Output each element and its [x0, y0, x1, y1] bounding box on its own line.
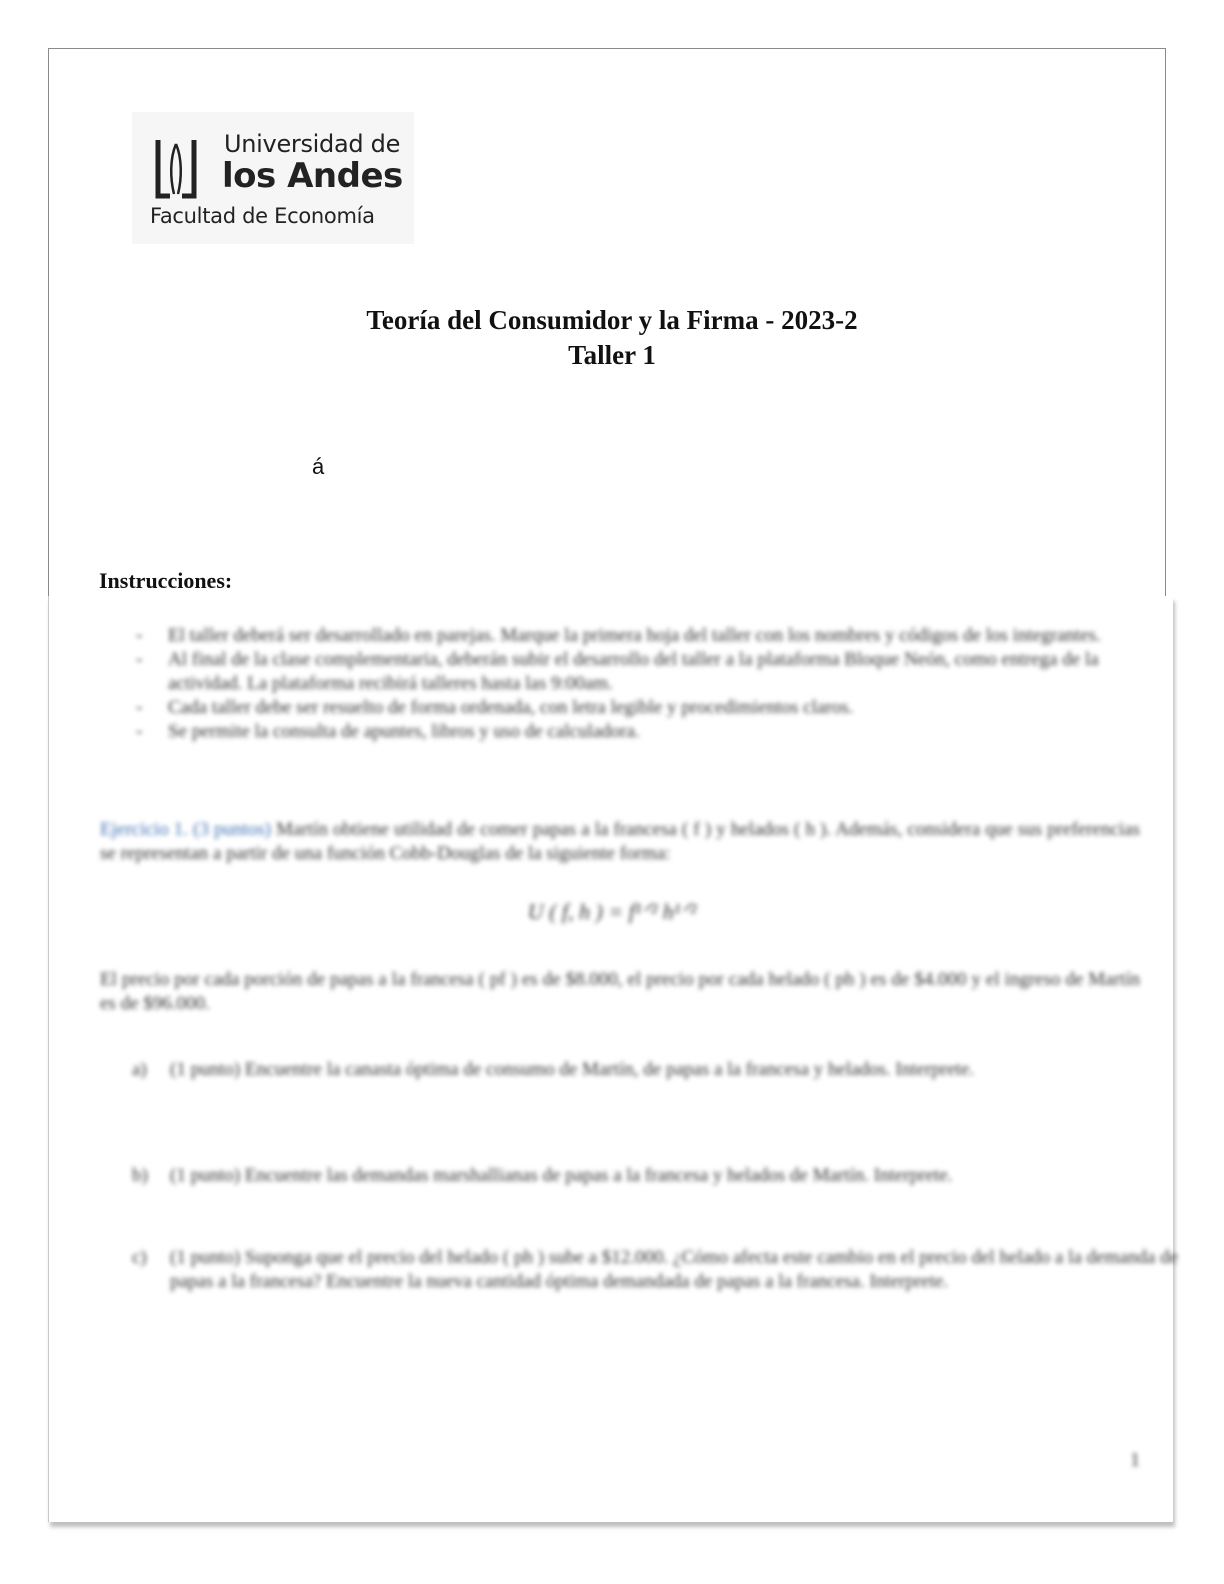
logo-text-line1: Universidad de: [224, 130, 401, 158]
logo-emblem-icon: [150, 134, 202, 202]
logo-text-line3: Facultad de Economía: [150, 204, 375, 228]
instruction-item: - Al final de la clase complementaria, deberán subir el desarrollo del taller a la plataforma Bloque Neón, como entrega de la actividad. La plataforma recibirá talleres hasta las 9:00am.: [132, 648, 1142, 696]
logo-text-line2: los Andes: [222, 156, 403, 196]
exercise-1-statement: [100, 818, 1140, 866]
university-logo: [132, 112, 414, 244]
part-text: (1 punto) Encuentre la canasta óptima de consumo de Martín, de papas a la francesa y helados. Interprete.: [170, 1059, 975, 1080]
part-text: (1 punto) Suponga que el precio del helado ( ph ) sube a $12.000. ¿Cómo afecta este cambio en el precio del helado a la demanda de papas a la francesa? Encuentre la nueva cantidad óptima demandada de papas a la francesa. Interprete.: [170, 1247, 1178, 1292]
part-label: b): [132, 1165, 148, 1186]
exercise-part-c: [132, 1246, 1178, 1294]
instruction-item: - El taller deberá ser desarrollado en parejas. Marque la primera hoja del taller con los nombres y códigos de los integrantes.: [132, 624, 1142, 648]
page-number: 1: [1130, 1449, 1140, 1471]
exercise-part-a: [132, 1058, 1178, 1082]
exercise-part-b: [132, 1164, 1178, 1188]
part-label: a): [132, 1059, 147, 1080]
part-text: (1 punto) Encuentre las demandas marshallianas de papas a la francesa y helados de Martín. Interprete.: [170, 1165, 953, 1186]
document-title: Teoría del Consumidor y la Firma - 2023-2: [366, 305, 858, 335]
exercise-1-text: Martín obtiene utilidad de comer papas a la francesa ( f ) y helados ( h ). Además, considera que sus preferencias se representan a partir de una función Cobb-Douglas de la siguiente forma:: [100, 819, 1141, 864]
stray-character: á: [312, 454, 325, 479]
instruction-item: - Se permite la consulta de apuntes, libros y uso de calculadora.: [132, 720, 1142, 744]
part-label: c): [132, 1247, 147, 1268]
document-subtitle: Taller 1: [568, 340, 656, 370]
instructions-heading: Instrucciones:: [99, 568, 233, 593]
instruction-item: - Cada taller debe ser resuelto de forma ordenada, con letra legible y procedimientos claros.: [132, 696, 1142, 720]
instructions-list: [132, 624, 1142, 744]
utility-equation: U ( f, h ) = f¹ᐟ² h¹ᐟ²: [527, 899, 697, 924]
exercise-1-prices: El precio por cada porción de papas a la francesa ( pf ) es de $8.000, el precio por cada helado ( ph ) es de $4.000 y el ingreso de Martín es de $96.000.: [100, 969, 1140, 1014]
exercise-1-label: Ejercicio 1. (3 puntos): [100, 819, 271, 840]
